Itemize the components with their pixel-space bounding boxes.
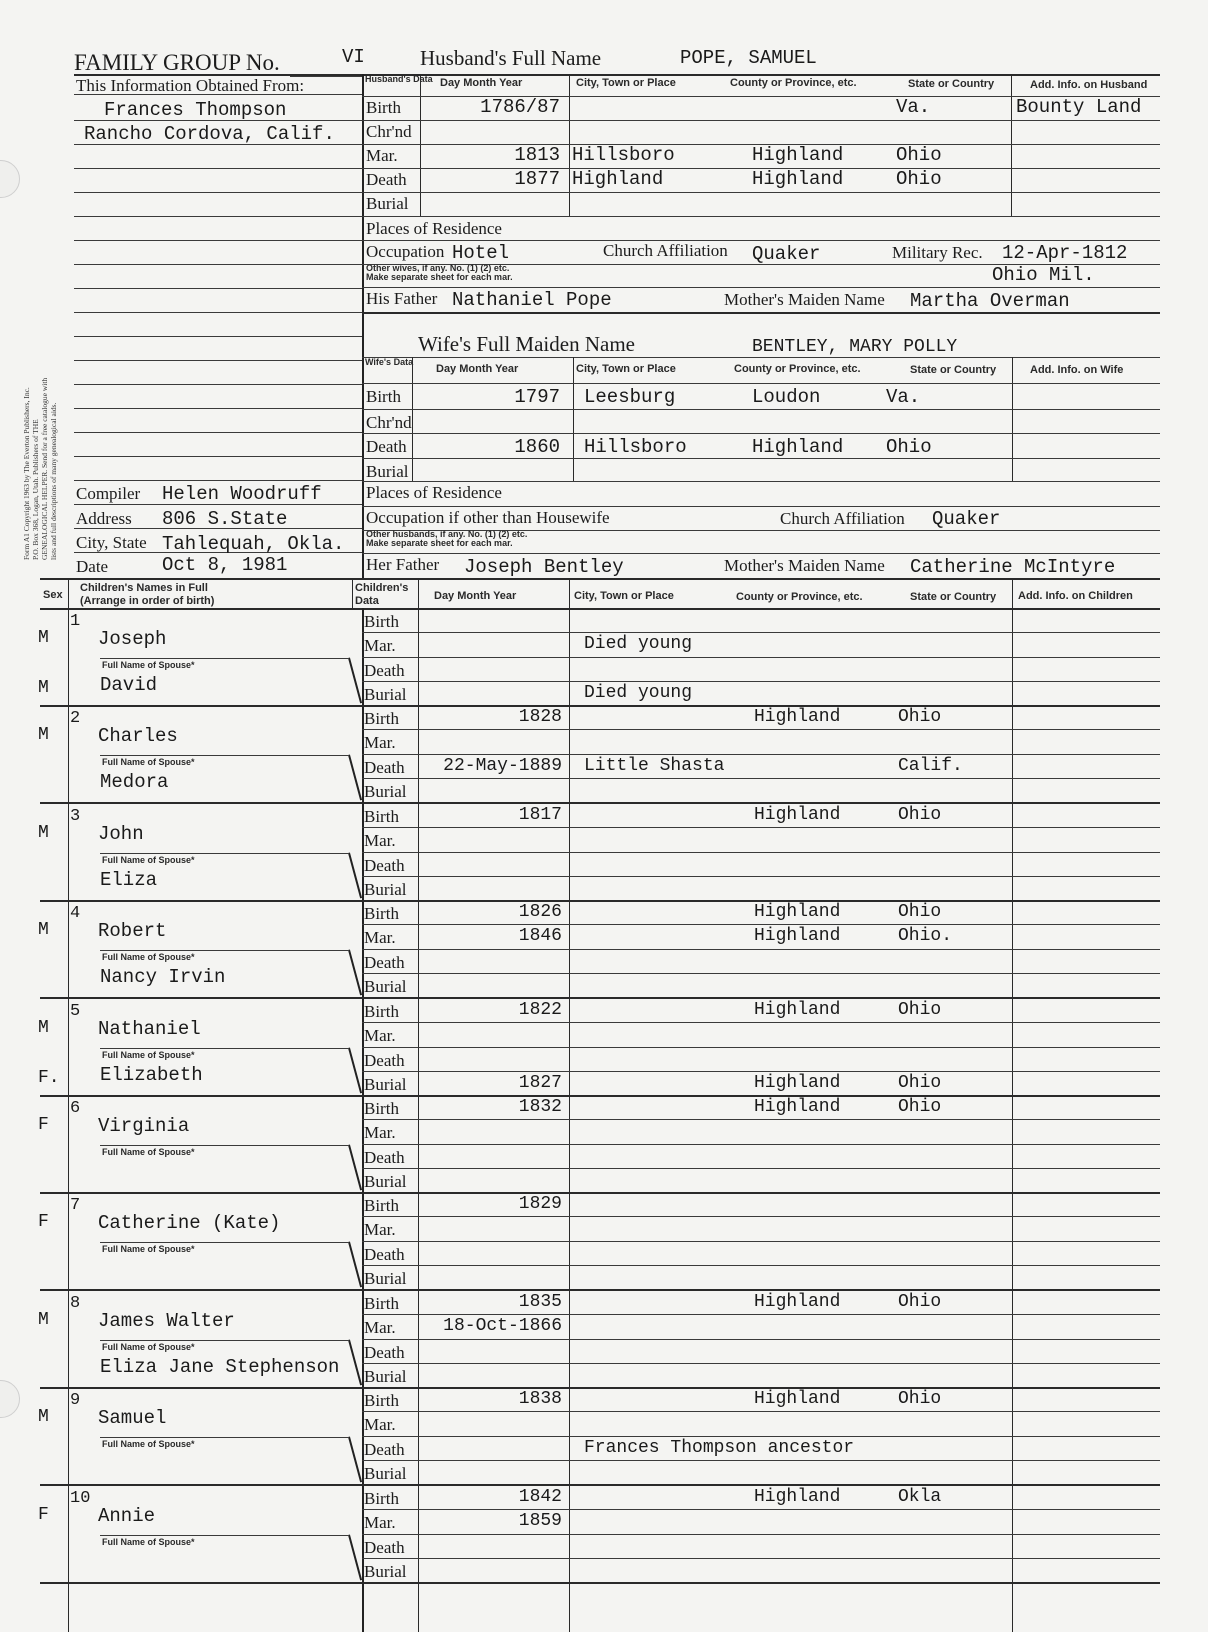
child-name[interactable]: Robert	[98, 920, 167, 942]
ruled-line	[74, 94, 362, 95]
child-name[interactable]: Virginia	[98, 1115, 190, 1137]
child-state-cell[interactable]: Ohio	[898, 1389, 942, 1409]
child-event-label: Mar.	[364, 1513, 396, 1532]
husband-event-label: Mar.	[366, 146, 398, 165]
husband-church[interactable]: Quaker	[752, 243, 821, 265]
husband-county-cell[interactable]: Highland	[752, 144, 844, 166]
spouse-label: Full Name of Spouse*	[102, 1342, 195, 1352]
child-county-cell[interactable]: Highland	[754, 707, 841, 727]
child-event-label: Birth	[364, 1489, 399, 1508]
child-state-cell[interactable]: Calif.	[898, 756, 963, 776]
child-event-label: Death	[364, 1245, 405, 1264]
husband-event-label: Burial	[366, 194, 409, 213]
his-father-label: His Father	[366, 289, 438, 308]
children-names-subheader: (Arrange in order of birth)	[80, 595, 215, 607]
spouse-bracket	[348, 1534, 362, 1580]
military-record-2[interactable]: Ohio Mil.	[992, 264, 1095, 286]
child-sex[interactable]: F	[38, 1115, 49, 1135]
add-info-children-header: Add. Info. on Children	[1018, 590, 1133, 602]
child-county-cell[interactable]: Highland	[754, 1292, 841, 1312]
child-event-label: Birth	[364, 1294, 399, 1313]
form-title: FAMILY GROUP No.	[74, 50, 280, 75]
copyright-line: Form A1 Copyright 1963 by The Everton Publishers, Inc.	[22, 387, 31, 560]
husband-data-header: Husband's Data	[365, 74, 433, 84]
husband-event-label: Death	[366, 170, 407, 189]
ruled-line	[74, 456, 362, 457]
other-wives-line: Other wives, if any. No. (1) (2) etc.	[366, 263, 510, 273]
ruled-line	[74, 384, 362, 385]
husband-event-label: Chr'nd	[366, 122, 412, 141]
child-event-label: Mar.	[364, 831, 396, 850]
child-date-cell[interactable]: 1817	[518, 805, 562, 825]
child-event-label: Birth	[364, 1391, 399, 1410]
spouse-name[interactable]: Medora	[100, 771, 169, 793]
husband-date-cell[interactable]: 1877	[514, 168, 560, 190]
military-label: Military Rec.	[892, 243, 983, 262]
spouse-bracket	[348, 1144, 362, 1190]
her-mother[interactable]: Catherine McIntyre	[910, 556, 1116, 578]
other-wives-line: Make separate sheet for each mar.	[366, 272, 513, 282]
spouse-bracket	[348, 1339, 362, 1385]
his-mother-label: Mother's Maiden Name	[724, 290, 885, 309]
child-county-cell[interactable]: Highland	[754, 1097, 841, 1117]
ruled-line	[74, 144, 362, 145]
child-event-label: Death	[364, 1148, 405, 1167]
husband-state-cell[interactable]: Va.	[896, 96, 931, 118]
other-wives-label	[366, 264, 513, 282]
spouse-label: Full Name of Spouse*	[102, 1244, 195, 1254]
city-header: City, Town or Place	[576, 77, 676, 89]
child-state-cell[interactable]: Ohio	[898, 805, 942, 825]
county-header: County or Province, etc.	[736, 591, 863, 603]
ruled-line	[74, 408, 362, 409]
child-state-cell[interactable]: Ohio	[898, 902, 942, 922]
child-name[interactable]: Catherine (Kate)	[98, 1212, 281, 1234]
county-header: County or Province, etc.	[734, 363, 861, 375]
child-sex[interactable]: M	[38, 628, 49, 648]
child-state-cell[interactable]: Okla	[898, 1487, 942, 1507]
wife-state-cell[interactable]: Ohio	[886, 436, 932, 458]
child-number: 4	[70, 904, 81, 923]
child-city-cell[interactable]: Little Shasta	[584, 756, 725, 776]
ruled-line	[74, 192, 362, 193]
child-date-cell[interactable]: 1828	[518, 707, 562, 727]
spouse-label: Full Name of Spouse*	[102, 1147, 195, 1157]
husband-state-cell[interactable]: Ohio	[896, 144, 942, 166]
husband-occupation[interactable]: Hotel	[452, 242, 510, 264]
obtained-from-line-1[interactable]: Frances Thompson	[104, 99, 287, 121]
child-event-label: Burial	[364, 1075, 407, 1094]
copyright-line: GENEALOGICAL HELPER. Send for a free catalogue with	[40, 377, 49, 560]
child-name[interactable]: Nathaniel	[98, 1018, 201, 1040]
children-data-header: Children's Data	[355, 582, 409, 607]
military-record[interactable]: 12-Apr-1812	[1002, 242, 1128, 264]
city-state-label: City, State	[76, 533, 147, 552]
ruled-line	[74, 168, 362, 169]
obtained-from-line-2[interactable]: Rancho Cordova, Calif.	[84, 123, 335, 145]
child-event-label: Birth	[364, 1196, 399, 1215]
other-husbands-line: Make separate sheet for each mar.	[366, 538, 513, 548]
spouse-sex[interactable]: M	[38, 678, 49, 698]
ruled-line	[74, 312, 362, 313]
child-number: 10	[70, 1489, 91, 1508]
ruled-line	[74, 240, 362, 241]
wife-church-label: Church Affiliation	[780, 509, 905, 528]
add-info-wife-header: Add. Info. on Wife	[1030, 364, 1124, 376]
child-event-label: Burial	[364, 1269, 407, 1288]
child-event-label: Mar.	[364, 1415, 396, 1434]
child-county-cell[interactable]: Highland	[754, 1073, 841, 1093]
compiler-address[interactable]: 806 S.State	[162, 508, 288, 530]
wife-city-cell[interactable]: Leesburg	[584, 386, 676, 408]
ruled-line	[74, 120, 362, 121]
compiler-label: Compiler	[76, 484, 141, 503]
spouse-bracket	[348, 1047, 362, 1093]
child-event-label: Birth	[364, 807, 399, 826]
her-mother-label: Mother's Maiden Name	[724, 556, 885, 575]
child-date-cell[interactable]: 1846	[518, 926, 562, 946]
spouse-label: Full Name of Spouse*	[102, 855, 195, 865]
child-sex[interactable]: M	[38, 725, 49, 745]
child-city-cell[interactable]: Died young	[584, 683, 693, 703]
child-name[interactable]: James Walter	[98, 1310, 235, 1332]
spouse-name[interactable]: David	[100, 674, 158, 696]
obtained-from-label: This Information Obtained From:	[76, 76, 305, 95]
ruled-line	[74, 264, 362, 265]
child-event-label: Mar.	[364, 636, 396, 655]
child-state-cell[interactable]: Ohio	[898, 1000, 942, 1020]
child-sex[interactable]: M	[38, 1018, 49, 1038]
child-event-label: Death	[364, 1440, 405, 1459]
child-county-cell[interactable]: Highland	[754, 805, 841, 825]
husband-name[interactable]: POPE, SAMUEL	[680, 47, 817, 69]
punch-hole	[0, 160, 20, 198]
child-county-cell[interactable]: Highland	[754, 1487, 841, 1507]
child-number: 1	[70, 612, 81, 631]
child-event-label: Birth	[364, 904, 399, 923]
ruled-line	[74, 336, 362, 337]
husband-county-cell[interactable]: Highland	[752, 168, 844, 190]
husband-state-cell[interactable]: Ohio	[896, 168, 942, 190]
spouse-label: Full Name of Spouse*	[102, 660, 195, 670]
wife-date-cell[interactable]: 1797	[514, 386, 560, 408]
child-event-label: Burial	[364, 1367, 407, 1386]
address-label: Address	[76, 509, 132, 528]
copyright-line: P.O. Box 368, Logan, Utah. Publishers of THE	[31, 419, 40, 560]
child-event-label: Death	[364, 856, 405, 875]
his-mother[interactable]: Martha Overman	[910, 290, 1070, 312]
wife-event-label: Chr'nd	[366, 413, 412, 432]
spouse-bracket	[348, 1241, 362, 1287]
child-state-cell[interactable]: Ohio	[898, 1073, 942, 1093]
child-date-cell[interactable]: 1835	[518, 1292, 562, 1312]
child-sex[interactable]: M	[38, 1407, 49, 1427]
wife-state-cell[interactable]: Va.	[886, 386, 921, 408]
child-event-label: Mar.	[364, 1318, 396, 1337]
child-name[interactable]: Annie	[98, 1505, 156, 1527]
husband-date-cell[interactable]: 1813	[514, 144, 560, 166]
husband-info-cell[interactable]: Bounty Land	[1016, 96, 1142, 118]
ruled-line	[74, 432, 362, 433]
wife-name-label: Wife's Full Maiden Name	[418, 332, 635, 356]
child-event-label: Death	[364, 758, 405, 777]
child-sex[interactable]: M	[38, 920, 49, 940]
spouse-label: Full Name of Spouse*	[102, 1537, 195, 1547]
date-label: Date	[76, 557, 109, 576]
husband-city-cell[interactable]: Hillsboro	[572, 144, 675, 166]
child-event-label: Burial	[364, 1172, 407, 1191]
husband-church-label: Church Affiliation	[603, 241, 728, 260]
child-county-cell[interactable]: Highland	[754, 902, 841, 922]
child-name[interactable]: Charles	[98, 725, 178, 747]
child-event-label: Birth	[364, 709, 399, 728]
ruled-line	[74, 216, 362, 217]
wife-event-label: Burial	[366, 462, 409, 481]
child-state-cell[interactable]: Ohio	[898, 707, 942, 727]
child-event-label: Mar.	[364, 1220, 396, 1239]
child-number: 8	[70, 1294, 81, 1313]
wife-city-cell[interactable]: Hillsboro	[584, 436, 687, 458]
compiler-city[interactable]: Tahlequah, Okla.	[162, 533, 345, 555]
spouse-name[interactable]: Eliza Jane Stephenson	[100, 1356, 340, 1378]
child-event-label: Death	[364, 953, 405, 972]
child-sex[interactable]: M	[38, 823, 49, 843]
child-sex[interactable]: F	[38, 1212, 49, 1232]
compiler-date[interactable]: Oct 8, 1981	[162, 554, 288, 576]
his-father[interactable]: Nathaniel Pope	[452, 289, 612, 311]
child-event-label: Burial	[364, 977, 407, 996]
child-event-label: Burial	[364, 880, 407, 899]
husband-event-label: Birth	[366, 98, 401, 117]
wife-name[interactable]: BENTLEY, MARY POLLY	[752, 337, 958, 357]
spouse-label: Full Name of Spouse*	[102, 1439, 195, 1449]
child-state-cell[interactable]: Ohio	[898, 1292, 942, 1312]
her-father[interactable]: Joseph Bentley	[464, 556, 624, 578]
child-county-cell[interactable]: Highland	[754, 1389, 841, 1409]
state-header: State or Country	[908, 78, 995, 90]
child-event-label: Birth	[364, 1099, 399, 1118]
child-date-cell[interactable]: 1822	[518, 1000, 562, 1020]
child-event-label: Burial	[364, 1562, 407, 1581]
spouse-label: Full Name of Spouse*	[102, 952, 195, 962]
wife-county-cell[interactable]: Highland	[752, 436, 844, 458]
husband-city-cell[interactable]: Highland	[572, 168, 664, 190]
child-date-cell[interactable]: 1829	[518, 1194, 562, 1214]
child-city-cell[interactable]: Frances Thompson ancestor	[584, 1438, 855, 1458]
ruled-line	[74, 288, 362, 289]
day-month-year-header: Day Month Year	[436, 363, 519, 375]
husband-occupation-label: Occupation	[366, 242, 445, 261]
copyright-line: lists and full descriptions of many genealogical aids.	[49, 402, 58, 560]
spouse-bracket	[348, 1436, 362, 1482]
child-event-label: Burial	[364, 782, 407, 801]
day-month-year-header: Day Month Year	[434, 590, 517, 602]
ruled-line	[74, 480, 362, 481]
wife-data-header: Wife's Data	[365, 357, 414, 367]
wife-event-label: Birth	[366, 387, 401, 406]
child-event-label: Death	[364, 1343, 405, 1362]
child-event-label: Mar.	[364, 733, 396, 752]
child-date-cell[interactable]: 1842	[518, 1487, 562, 1507]
husband-date-cell[interactable]: 1786/87	[480, 96, 560, 118]
child-event-label: Death	[364, 1051, 405, 1070]
child-sex[interactable]: F	[38, 1505, 49, 1525]
husband-residence-label: Places of Residence	[366, 219, 502, 238]
group-number[interactable]: VI	[342, 46, 365, 68]
wife-county-cell[interactable]: Loudon	[752, 386, 821, 408]
child-event-label: Burial	[364, 685, 407, 704]
child-event-label: Burial	[364, 1464, 407, 1483]
ruled-line	[74, 360, 362, 361]
child-name[interactable]: John	[98, 823, 144, 845]
state-header: State or Country	[910, 591, 997, 603]
child-event-label: Death	[364, 1538, 405, 1557]
child-city-cell[interactable]: Died young	[584, 634, 693, 654]
child-date-cell[interactable]: 1838	[518, 1389, 562, 1409]
child-event-label: Mar.	[364, 1026, 396, 1045]
child-name[interactable]: Joseph	[98, 628, 167, 650]
child-date-cell[interactable]: 1827	[518, 1073, 562, 1093]
spouse-bracket	[348, 949, 362, 995]
spouse-bracket	[348, 852, 362, 898]
child-number: 9	[70, 1391, 81, 1410]
children-names-header: Children's Names in Full	[80, 582, 208, 594]
child-event-label: Birth	[364, 1002, 399, 1021]
copyright-note	[22, 378, 58, 560]
child-date-cell[interactable]: 1859	[518, 1511, 562, 1531]
city-header: City, Town or Place	[574, 590, 674, 602]
spouse-name[interactable]: Nancy Irvin	[100, 966, 226, 988]
spouse-label: Full Name of Spouse*	[102, 757, 195, 767]
spouse-name[interactable]: Elizabeth	[100, 1064, 203, 1086]
wife-occupation-label: Occupation if other than Housewife	[366, 508, 610, 527]
child-event-label: Birth	[364, 612, 399, 631]
child-number: 7	[70, 1196, 81, 1215]
spouse-sex[interactable]: F.	[38, 1068, 60, 1088]
spouse-bracket	[348, 657, 362, 703]
city-header: City, Town or Place	[576, 363, 676, 375]
child-event-label: Death	[364, 661, 405, 680]
child-sex[interactable]: M	[38, 1310, 49, 1330]
spouse-bracket	[348, 754, 362, 800]
child-number: 5	[70, 1002, 81, 1021]
county-header: County or Province, etc.	[730, 77, 857, 89]
state-header: State or Country	[910, 364, 997, 376]
other-husbands-label	[366, 530, 527, 548]
her-father-label: Her Father	[366, 555, 440, 574]
child-county-cell[interactable]: Highland	[754, 1000, 841, 1020]
child-name[interactable]: Samuel	[98, 1407, 167, 1429]
child-event-label: Mar.	[364, 1123, 396, 1142]
wife-residence-label: Places of Residence	[366, 483, 502, 502]
sex-header: Sex	[43, 589, 63, 601]
child-number: 3	[70, 807, 81, 826]
other-husbands-line: Other husbands, if any. No. (1) (2) etc.	[366, 529, 528, 539]
child-event-label: Mar.	[364, 928, 396, 947]
child-date-cell[interactable]: 1832	[518, 1097, 562, 1117]
compiler-name[interactable]: Helen Woodruff	[162, 483, 322, 505]
child-date-cell[interactable]: 18-Oct-1866	[443, 1316, 562, 1336]
wife-date-cell[interactable]: 1860	[514, 436, 560, 458]
child-state-cell[interactable]: Ohio.	[898, 926, 953, 946]
punch-hole	[0, 1380, 20, 1418]
wife-church[interactable]: Quaker	[932, 508, 1001, 530]
wife-event-label: Death	[366, 437, 407, 456]
child-number: 2	[70, 709, 81, 728]
child-state-cell[interactable]: Ohio	[898, 1097, 942, 1117]
day-month-year-header: Day Month Year	[440, 77, 523, 89]
add-info-husband-header: Add. Info. on Husband	[1030, 79, 1148, 91]
child-date-cell[interactable]: 1826	[518, 902, 562, 922]
husband-name-label: Husband's Full Name	[420, 46, 602, 70]
spouse-name[interactable]: Eliza	[100, 869, 158, 891]
spouse-label: Full Name of Spouse*	[102, 1050, 195, 1060]
child-number: 6	[70, 1099, 81, 1118]
child-county-cell[interactable]: Highland	[754, 926, 841, 946]
child-date-cell[interactable]: 22-May-1889	[443, 756, 562, 776]
